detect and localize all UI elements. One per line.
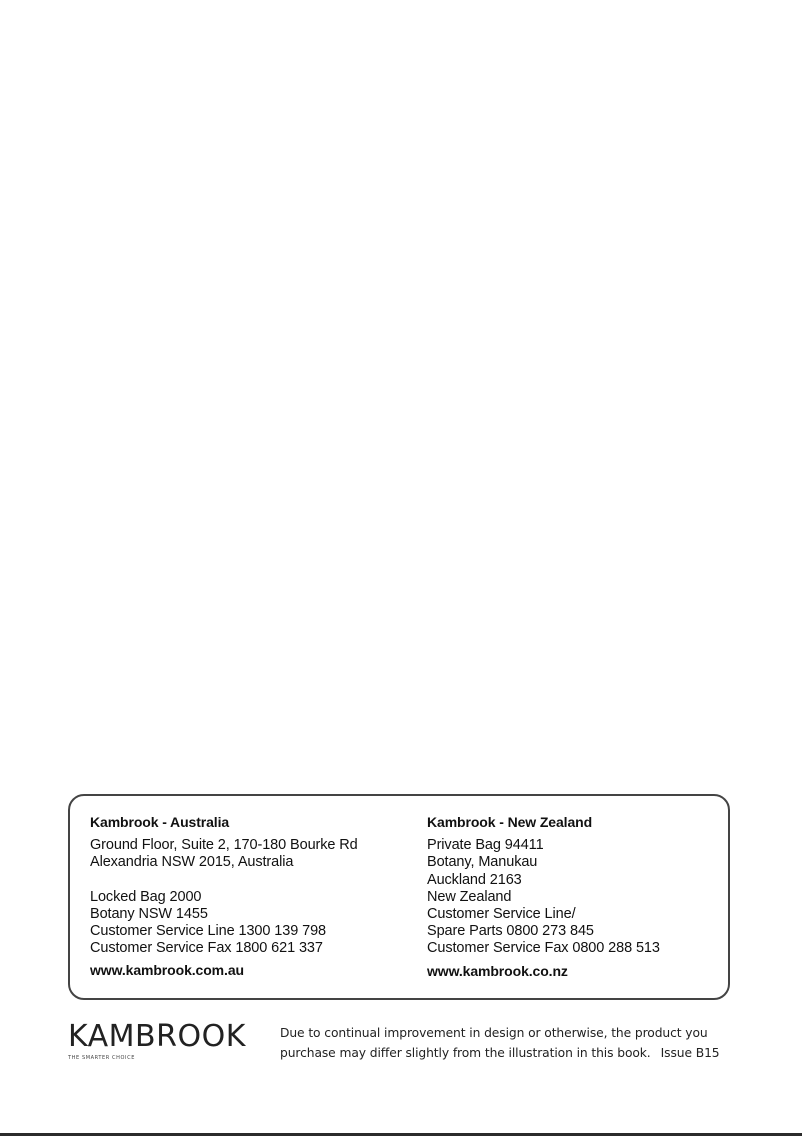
disclaimer-line: Due to continual improvement in design or otherwise, the product you [280, 1026, 708, 1040]
australia-heading: Kambrook - Australia [90, 814, 230, 830]
new-zealand-website-link[interactable]: www.kambrook.co.nz [427, 962, 568, 979]
contact-details-box [68, 794, 730, 1000]
issue-number: Issue B15 [660, 1046, 720, 1060]
new-zealand-service-fax: Customer Service Fax 0800 288 513 [427, 940, 660, 957]
disclaimer-line: purchase may differ slightly from the illustration in this book. [280, 1046, 651, 1060]
australia-website-link[interactable]: www.kambrook.com.au [90, 962, 244, 979]
australia-address-line: Alexandria NSW 2015, Australia [90, 854, 294, 871]
logo-tagline: THE SMARTER CHOICE [68, 1055, 135, 1061]
australia-postal-line: Botany NSW 1455 [90, 905, 208, 922]
new-zealand-address-line: Auckland 2163 [427, 871, 522, 888]
australia-contact [90, 814, 410, 980]
australia-postal-line: Locked Bag 2000 [90, 888, 202, 905]
disclaimer-line-2 [280, 1043, 740, 1063]
new-zealand-heading: Kambrook - New Zealand [427, 814, 593, 830]
new-zealand-spare-parts: Spare Parts 0800 273 845 [427, 923, 594, 940]
kambrook-logo [68, 1019, 258, 1064]
new-zealand-contact [427, 814, 727, 980]
logo-wordmark: KAMBROOK [68, 1019, 246, 1054]
australia-service-line: Customer Service Line 1300 139 798 [90, 923, 326, 940]
australia-address-line: Ground Floor, Suite 2, 170-180 Bourke Rd [90, 837, 358, 854]
australia-service-fax: Customer Service Fax 1800 621 337 [90, 940, 323, 957]
product-disclaimer [280, 1023, 740, 1063]
new-zealand-address-line: Botany, Manukau [427, 854, 538, 871]
new-zealand-service-line: Customer Service Line/ [427, 906, 576, 923]
new-zealand-address-line: Private Bag 94411 [427, 837, 544, 854]
new-zealand-address-line: New Zealand [427, 888, 512, 905]
